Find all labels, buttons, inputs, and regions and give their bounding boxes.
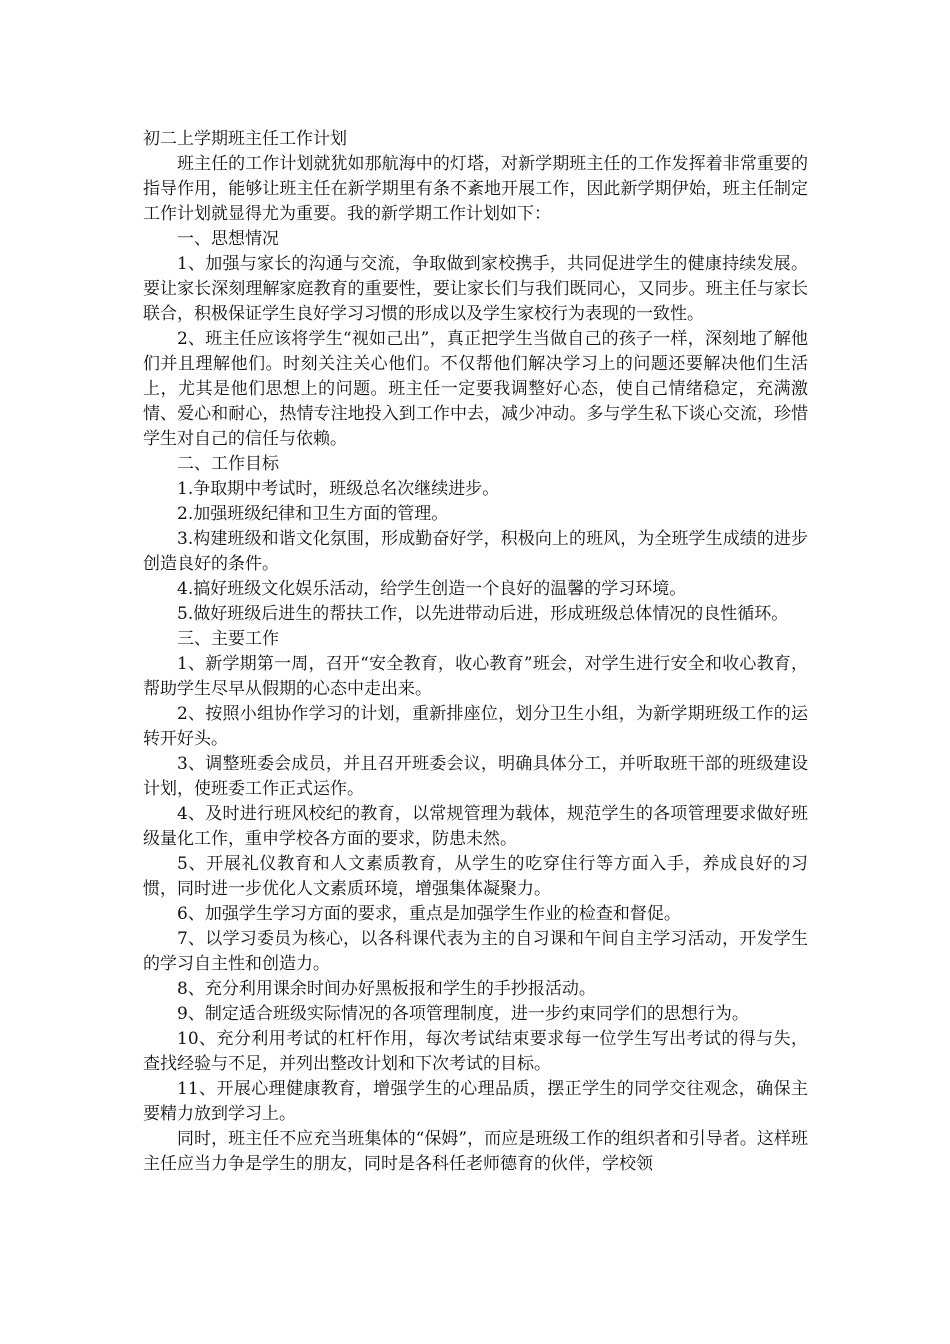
list-item: 7、以学习委员为核心，以各科课代表为主的自习课和午间自主学习活动，开发学生的学习自主性和创造力。: [143, 929, 808, 974]
section-heading-goals: 二、工作目标: [177, 454, 279, 474]
section-heading-main-work: 三、主要工作: [177, 629, 279, 649]
closing-paragraph: 同时，班主任不应充当班集体的“保姆”，而应是班级工作的组织者和引导者。这样班主任应当力争是学生的朋友，同时是各科任老师德育的伙伴，学校领: [143, 1129, 808, 1174]
document-body: [143, 127, 808, 1177]
list-item: 4、及时进行班风校纪的教育，以常规管理为载体，规范学生的各项管理要求做好班级量化工作，重申学校各方面的要求，防患未然。: [143, 804, 808, 849]
list-item: 3.构建班级和谐文化氛围，形成勤奋好学，积极向上的班风，为全班学生成绩的进步创造良好的条件。: [143, 529, 808, 574]
paragraph: 1、加强与家长的沟通与交流，争取做到家校携手，共同促进学生的健康持续发展。要让家长深刻理解家庭教育的重要性，要让家长们与我们既同心，又同步。班主任与家长联合，积极保证学生良好学习习惯的形成以及学生家校行为表现的一致性。: [143, 254, 808, 324]
list-item: 3、调整班委会成员，并且召开班委会议，明确具体分工，并听取班干部的班级建设计划，使班委工作正式运作。: [143, 754, 808, 799]
list-item: 10、充分利用考试的杠杆作用，每次考试结束要求每一位学生写出考试的得与失，查找经验与不足，并列出整改计划和下次考试的目标。: [143, 1029, 808, 1074]
document-title: 初二上学期班主任工作计划: [143, 129, 347, 149]
list-item: 2、按照小组协作学习的计划，重新排座位，划分卫生小组，为新学期班级工作的运转开好头。: [143, 704, 808, 749]
section-heading-thoughts: 一、思想情况: [177, 229, 279, 249]
list-item: 1、新学期第一周，召开“安全教育，收心教育”班会，对学生进行安全和收心教育，帮助学生尽早从假期的心态中走出来。: [143, 654, 808, 699]
list-item: 5.做好班级后进生的帮扶工作，以先进带动后进，形成班级总体情况的良性循环。: [177, 604, 789, 624]
list-item: 9、制定适合班级实际情况的各项管理制度，进一步约束同学们的思想行为。: [177, 1004, 749, 1024]
list-item: 6、加强学生学习方面的要求，重点是加强学生作业的检查和督促。: [177, 904, 681, 924]
list-item: 4.搞好班级文化娱乐活动，给学生创造一个良好的温馨的学习环境。: [177, 579, 687, 599]
list-item: 2.加强班级纪律和卫生方面的管理。: [177, 504, 449, 524]
list-item: 5、开展礼仪教育和人文素质教育，从学生的吃穿住行等方面入手，养成良好的习惯，同时进一步优化人文素质环境，增强集体凝聚力。: [143, 854, 808, 899]
list-item: 8、充分利用课余时间办好黑板报和学生的手抄报活动。: [177, 979, 596, 999]
paragraph: 2、班主任应该将学生“视如己出”，真正把学生当做自己的孩子一样，深刻地了解他们并且理解他们。时刻关注关心他们。不仅帮他们解决学习上的问题还要解决他们生活上，尤其是他们思想上的问题。班主任一定要我调整好心态，使自己情绪稳定，充满激情、爱心和耐心，热情专注地投入到工作中去，减少冲动。多与学生私下谈心交流，珍惜学生对自己的信任与依赖。: [143, 329, 808, 449]
intro-paragraph: 班主任的工作计划就犹如那航海中的灯塔，对新学期班主任的工作发挥着非常重要的指导作用，能够让班主任在新学期里有条不紊地开展工作，因此新学期伊始，班主任制定工作计划就显得尤为重要。我的新学期工作计划如下：: [143, 154, 808, 224]
list-item: 1.争取期中考试时，班级总名次继续进步。: [177, 479, 500, 499]
list-item: 11、开展心理健康教育，增强学生的心理品质，摆正学生的同学交往观念，确保主要精力放到学习上。: [143, 1079, 808, 1124]
